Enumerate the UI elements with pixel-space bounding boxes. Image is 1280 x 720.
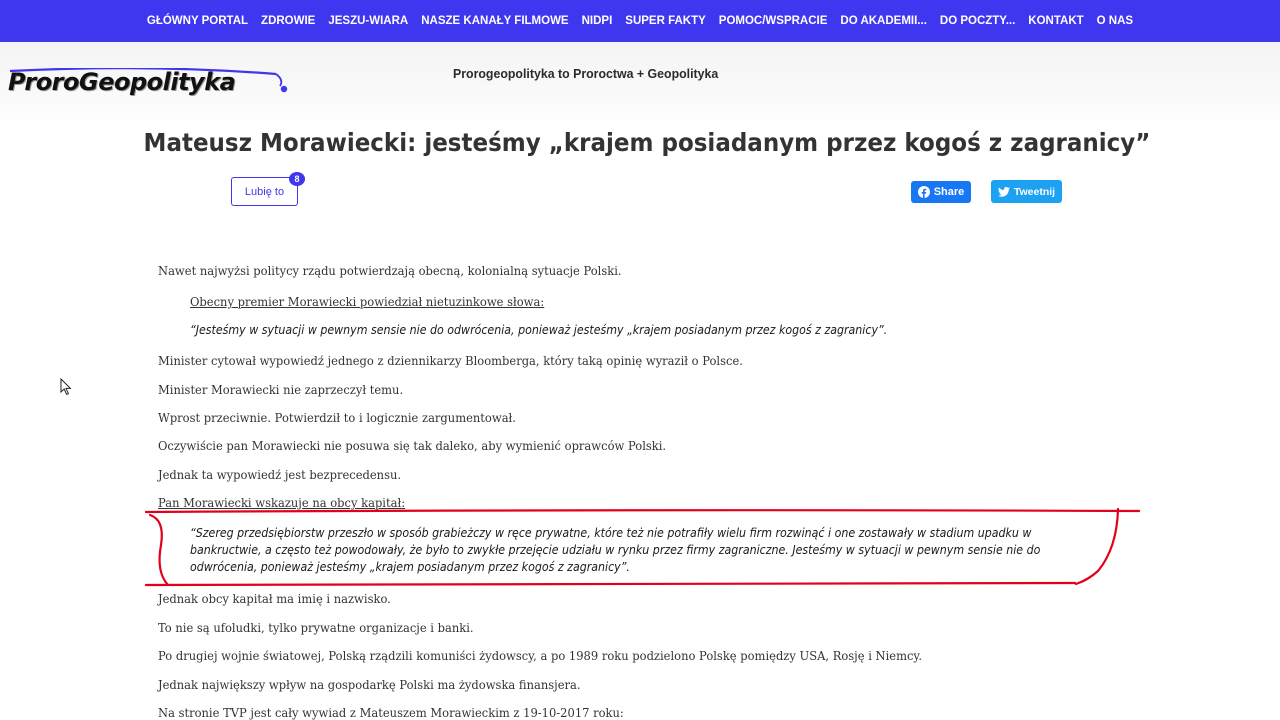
quote-block: “Szereg przedsiębiorstw przeszło w sposób grabieżczy w ręce prywatne, które też nie potrafiły wielu firm rozwinąć i one zostawały w stadium upadku w bankructwie, a często też powodowały, że było to zwykłe przejęcie udziału w rynku przez firmy zagraniczne. Jesteśmy w sytuacji w pewnym sensie nie do odwrócenia, ponieważ jesteśmy „krajem posiadanym przez kogoś z zagranicy”.: [190, 526, 1041, 574]
paragraph: Nawet najwyżsi politycy rządu potwierdzają obecną, kolonialną sytuacje Polski.: [158, 263, 622, 278]
paragraph: To nie są ufoludki, tylko prywatne organizacje i banki.: [158, 620, 474, 635]
like-count-badge: 8: [289, 172, 305, 186]
site-tagline: Prorogeopolityka to Proroctwa + Geopolityka: [453, 66, 719, 81]
paragraph-underlined: Pan Morawiecki wskazuje na obcy kapitał:: [158, 495, 406, 510]
paragraph: Oczywiście pan Morawiecki nie posuwa się tak daleko, aby wymienić oprawców Polski.: [158, 438, 667, 453]
facebook-share-label: Share: [933, 186, 965, 198]
logo-text: ProroGeopolityka: [8, 68, 236, 96]
twitter-share-label: Tweetnij: [1013, 185, 1056, 198]
nav-item-nidpi[interactable]: NIDPI: [581, 15, 613, 27]
paragraph: Wprost przeciwnie. Potwierdził to i logicznie zargumentował.: [158, 410, 516, 425]
nav-item-o-nas[interactable]: O NAS: [1096, 15, 1134, 27]
paragraph: Po drugiej wojnie światowej, Polską rządzili komuniści żydowscy, a po 1989 roku podzielono Polskę pomiędzy USA, Rosję i Niemcy.: [158, 648, 923, 663]
paragraph: Jednak największy wpływ na gospodarkę Polski ma żydowska finansjera.: [158, 677, 581, 692]
paragraph-underlined: Obecny premier Morawiecki powiedział nietuzinkowe słowa:: [190, 294, 545, 309]
quote: “Jesteśmy w sytuacji w pewnym sensie nie do odwrócenia, ponieważ jesteśmy „krajem posiadanym przez kogoś z zagranicy”.: [190, 323, 888, 337]
paragraph: Jednak ta wypowiedź jest bezprecedensu.: [158, 467, 402, 482]
nav-item-jeszu-wiara[interactable]: JESZU-WIARA: [328, 15, 409, 27]
page-title: Mateusz Morawiecki: jesteśmy „krajem posiadanym przez kogoś z zagranicy”: [143, 128, 1151, 157]
nav-item-kontakt[interactable]: KONTAKT: [1028, 15, 1084, 27]
nav-item-super-fakty[interactable]: SUPER FAKTY: [625, 15, 706, 27]
nav-item-akademia[interactable]: DO AKADEMII...: [840, 15, 927, 27]
like-button[interactable]: Lubię to: [231, 177, 298, 206]
paragraph: Minister cytował wypowiedź jednego z dziennikarzy Bloomberga, który taką opinię wyraził o Polsce.: [158, 353, 743, 368]
paragraph: Minister Morawiecki nie zaprzeczył temu.: [158, 382, 404, 397]
nav-item-kanaly-filmowe[interactable]: NASZE KANAŁY FILMOWE: [421, 15, 569, 27]
paragraph: Na stronie TVP jest cały wywiad z Mateuszem Morawieckim z 19-10-2017 roku:: [158, 705, 624, 720]
nav-item-zdrowie[interactable]: ZDROWIE: [261, 15, 316, 27]
nav-item-glowny-portal[interactable]: GŁÓWNY PORTAL: [146, 15, 249, 27]
paragraph: Jednak obcy kapitał ma imię i nazwisko.: [158, 591, 391, 606]
nav-item-pomoc[interactable]: POMOC/WSPRACIE: [718, 15, 828, 27]
mouse-cursor-icon: [60, 378, 72, 396]
nav-item-poczta[interactable]: DO POCZTY...: [939, 15, 1016, 27]
